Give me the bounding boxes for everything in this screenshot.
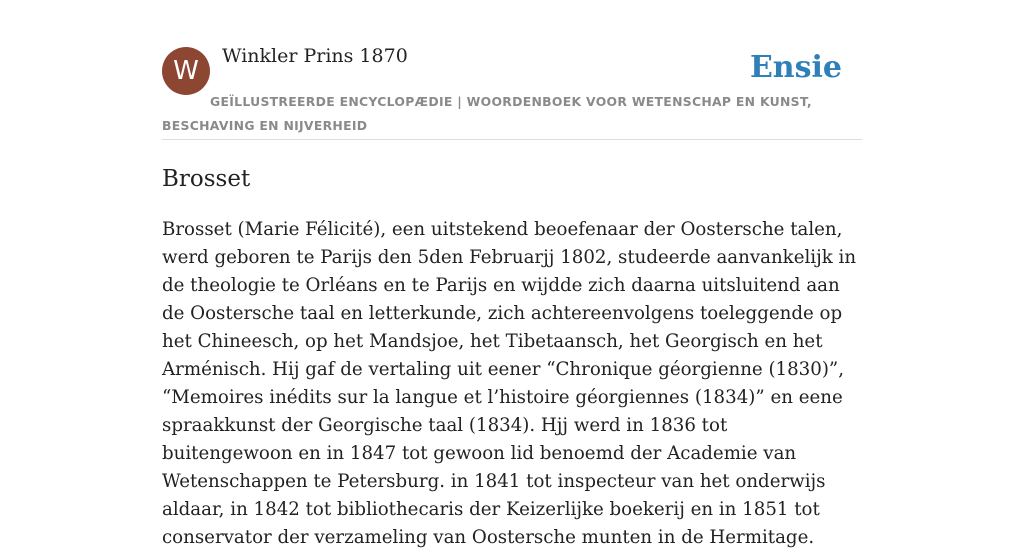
entry-title: Brosset [162, 166, 251, 192]
ensie-logo[interactable]: Ensie [749, 50, 842, 85]
header-divider [162, 139, 862, 140]
source-avatar[interactable]: W [162, 47, 210, 95]
entry-body: Brosset (Marie Félicité), een uitstekend beoefenaar der Oostersche talen, werd geboren te Parijs den 5den Februarjj 1802, studeerde aanvankelijk in de theologie te Orléans en te Parijs en wijdde zich daarna uitsluitend aan de Oostersche taal en letterkunde, zich achtereenvolgens toeleggende op het Chineesch, op het Mandsjoe, het Tibetaansch, het Georgisch en het Arménisch. Hij gaf de vertaling uit eener “Chronique géorgienne (1830)”, “Memoires inédits sur la langue et l’histoire géorgiennes (1834)” en eene spraakkunst der Georgische taal (1834). Hjj werd in 1836 tot buitengewoon en in 1847 tot gewoon lid benoemd der Academie van Wetenschappen te Petersburg. in 1841 tot inspecteur van het onderwijs aldaar, in 1842 tot bibliothecaris der Keizerlijke boekerij en in 1851 tot conservator der verzameling van Oostersche munten in de Hermitage. [162, 219, 857, 548]
source-subtitle: GEÏLLUSTREERDE ENCYCLOPÆDIE | WOORDENBOEK VOOR WETENSCHAP EN KUNST, BESCHAVING EN NIJVERHEID [162, 94, 812, 133]
source-title[interactable]: Winkler Prins 1870 [222, 45, 408, 67]
